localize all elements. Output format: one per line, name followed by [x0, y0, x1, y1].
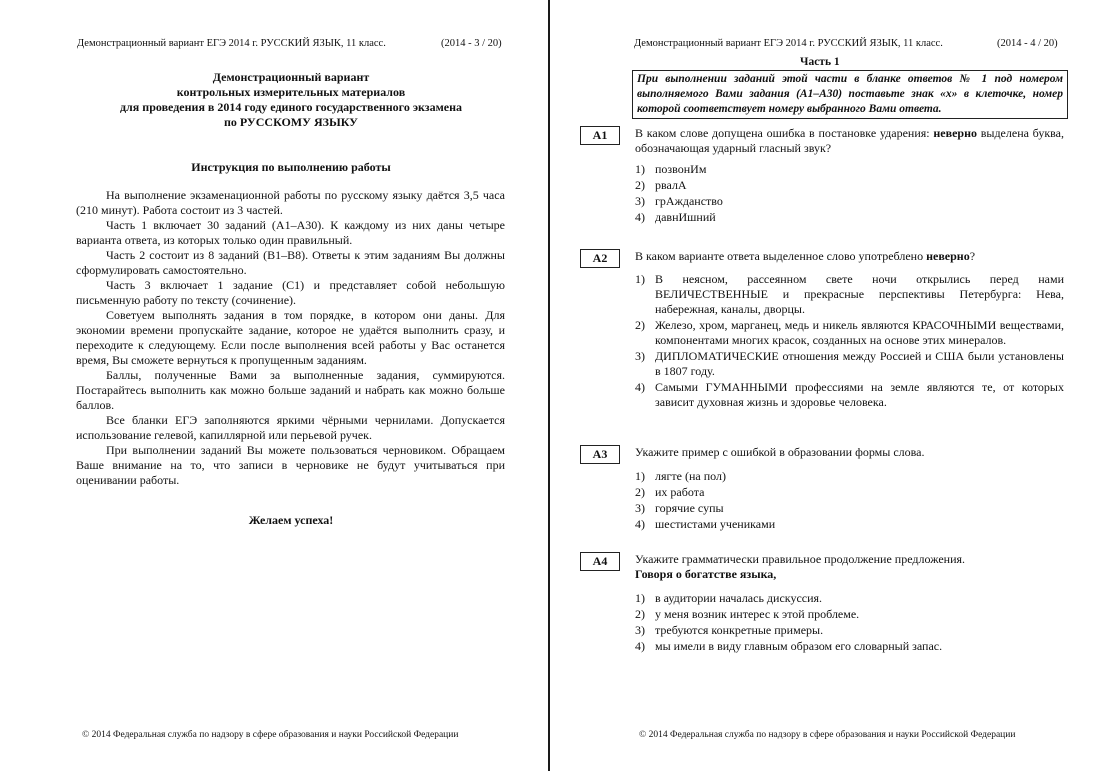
paragraph: Часть 1 включает 30 заданий (А1–А30). К каждому из них даны четыре варианта ответа, из которых только один правильный. [76, 218, 505, 247]
task-code: А1 [580, 126, 620, 145]
header-text: Демонстрационный вариант ЕГЭ 2014 г. РУССКИЙ ЯЗЫК, 11 класс. [634, 38, 943, 49]
answer-option[interactable]: 4) шестистами учениками [635, 517, 776, 531]
task-a1 [580, 126, 1064, 226]
answer-option[interactable]: 4) мы имели в виду главным образом его словарный запас. [635, 639, 943, 653]
paragraph: Часть 3 включает 1 задание (С1) и представляет собой небольшую письменную работу по тексту (сочинение). [76, 278, 505, 307]
left-page [0, 0, 548, 771]
task-code: А3 [580, 445, 620, 464]
answer-option[interactable]: 1) В неясном, рассеянном свете ночи открылись перед нами ВЕЛИЧЕСТВЕННЫЕ и прекрасные перспективы Петербурга: Нева, набережная, каналы, дворцы. [635, 272, 1064, 316]
task-code: А2 [580, 249, 620, 268]
document-title [95, 70, 487, 130]
answer-option[interactable]: 3) ДИПЛОМАТИЧЕСКИЕ отношения между Россией и США были установлены в 1807 году. [635, 349, 1064, 378]
paragraph: При выполнении заданий Вы можете пользоваться черновиком. Обращаем Ваше внимание на то, что записи в черновике не будут учитываться при оценивании работы. [76, 443, 505, 487]
title-line: контрольных измерительных материалов [176, 85, 406, 99]
page-footer: © 2014 Федеральная служба по надзору в сфере образования и науки Российской Федерации [82, 730, 459, 740]
task-code: А4 [580, 552, 620, 571]
right-page [550, 0, 1100, 771]
answer-options [635, 162, 1064, 225]
answer-option[interactable]: 1) лягте (на пол) [635, 469, 726, 483]
title-line: по РУССКОМУ ЯЗЫКУ [223, 115, 358, 129]
answer-option[interactable]: 1) в аудитории началась дискуссия. [635, 591, 823, 605]
answer-options [635, 591, 1064, 654]
page-number: (2014 - 4 / 20) [997, 38, 1058, 49]
paragraph: Все бланки ЕГЭ заполняются яркими чёрными чернилами. Допускается использование гелевой, капиллярной или перьевой ручек. [76, 413, 505, 442]
instruction-body [76, 188, 505, 488]
header-text: Демонстрационный вариант ЕГЭ 2014 г. РУССКИЙ ЯЗЫК, 11 класс. [77, 38, 386, 49]
answer-option[interactable]: 3) грАжданство [635, 194, 723, 208]
answer-option[interactable]: 3) горячие супы [635, 501, 724, 515]
answer-option[interactable]: 4) давнИшний [635, 210, 716, 224]
paragraph: Баллы, полученные Вами за выполненные задания, суммируются. Постарайтесь выполнить как можно больше заданий и набрать как можно больше баллов. [76, 368, 505, 412]
answer-options [635, 272, 1064, 410]
answer-option[interactable]: 2) Железо, хром, марганец, медь и никель являются КРАСОЧНЫМИ веществами, компонентами многих красок, созданных на основе этих минералов. [635, 318, 1064, 347]
task-question: Укажите пример с ошибкой в образовании формы слова. [635, 445, 925, 459]
page-header [634, 38, 943, 49]
page-footer: © 2014 Федеральная служба по надзору в сфере образования и науки Российской Федерации [639, 730, 1016, 740]
task-question: В каком слове допущена ошибка в постановке ударения: неверно выделена буква, обозначающая ударный гласный звук? [635, 126, 1064, 155]
instruction-notice: При выполнении заданий этой части в бланке ответов № 1 под номером выполняемого Вами задания (А1–А30) поставьте знак «х» в клеточке, номер которой соответствует номеру выбранного Вами ответа. [632, 70, 1068, 119]
title-line: для проведения в 2014 году единого государственного экзамена [119, 100, 462, 114]
title-line: Демонстрационный вариант [212, 70, 370, 84]
task-a4 [580, 552, 1064, 655]
task-question: В каком варианте ответа выделенное слово употреблено неверно? [635, 249, 976, 263]
answer-options [635, 469, 1064, 532]
page-header [77, 38, 386, 49]
answer-option[interactable]: 3) требуются конкретные примеры. [635, 623, 824, 637]
part-title: Часть 1 [800, 56, 840, 68]
paragraph: На выполнение экзаменационной работы по русскому языку даётся 3,5 часа (210 минут). Работа состоит из 3 частей. [76, 188, 505, 217]
task-question: Укажите грамматически правильное продолжение предложения. Говоря о богатстве языка, [635, 552, 966, 581]
task-a2 [580, 249, 1064, 411]
answer-option[interactable]: 2) рвалА [635, 178, 687, 192]
page-number: (2014 - 3 / 20) [441, 38, 502, 49]
paragraph: Часть 2 состоит из 8 заданий (В1–В8). Ответы к этим заданиям Вы должны сформулировать самостоятельно. [76, 248, 505, 277]
good-luck-text: Желаем успеха! [248, 513, 334, 527]
paragraph: Советуем выполнять задания в том порядке, в котором они даны. Для экономии времени пропускайте задание, которое не удаётся выполнить сразу, и переходите к следующему. Если после выполнения всей работы у Вас останется время, Вы сможете вернуться к пропущенным заданиям. [76, 308, 505, 367]
answer-option[interactable]: 1) позвонИм [635, 162, 707, 176]
instruction-title: Инструкция по выполнению работы [191, 160, 391, 174]
answer-option[interactable]: 2) их работа [635, 485, 705, 499]
answer-option[interactable]: 2) у меня возник интерес к этой проблеме. [635, 607, 860, 621]
task-a3 [580, 445, 1064, 533]
answer-option[interactable]: 4) Самыми ГУМАННЫМИ профессиями на земле являются те, от которых зависит духовная жизнь и здоровье человека. [635, 380, 1064, 409]
